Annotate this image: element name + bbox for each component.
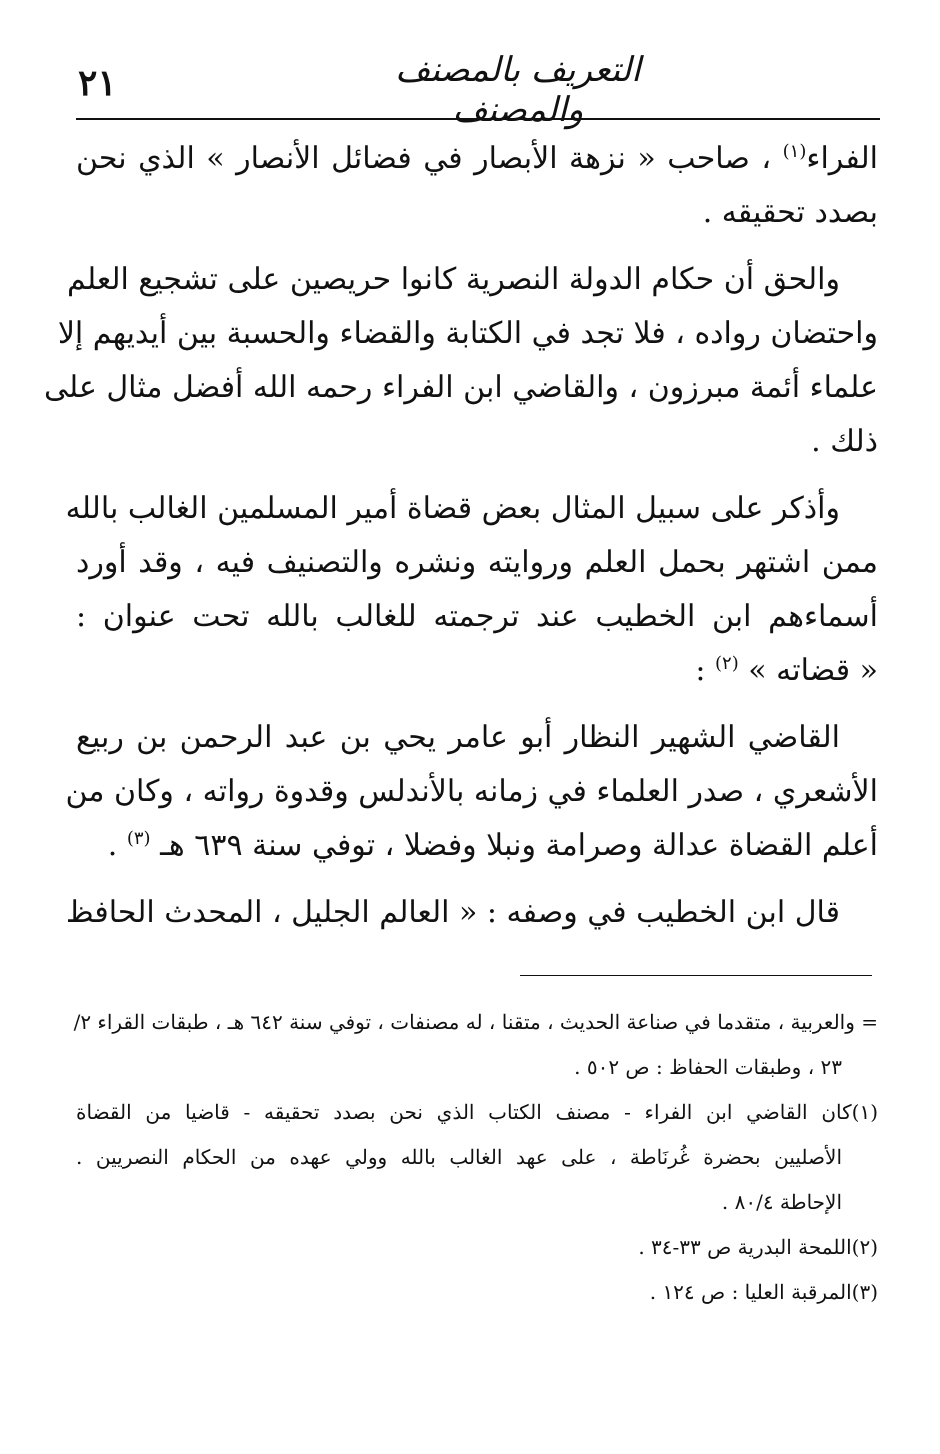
paragraph-3 — [65, 482, 879, 698]
text-line: ذلك . — [811, 424, 878, 459]
footnote-ref-1[interactable]: (١) — [782, 141, 807, 162]
footnote-line: الأصليين بحضرة غُرنَاطة ، على عهد الغالب بالله وولي عهده من الحكام النصريين . — [76, 1145, 842, 1169]
text-line: الفراء$^{(١)}$ ، صاحب « نزهة الأبصار في فضائل الأنصار » الذي نحن — [76, 141, 878, 176]
text-line: القاضي الشهير النظار أبو عامر يحي بن عبد الرحمن بن ربيع — [76, 720, 840, 755]
page-number: ٢١ — [78, 62, 117, 104]
text-line: وأذكر على سبيل المثال بعض قضاة أمير المسلمين الغالب بالله — [65, 491, 840, 526]
footnote-line: الإحاطة ٨٠/٤ . — [721, 1190, 842, 1214]
footnote-ref-3[interactable]: (٣) — [126, 828, 151, 849]
paragraph-2 — [44, 253, 878, 469]
text-line: أسماءهم ابن الخطيب عند ترجمته للغالب بالله تحت عنوان : — [76, 599, 879, 634]
paragraph-4 — [65, 711, 878, 873]
text-line: ممن اشتهر بحمل العلم وروايته ونشره والتصنيف فيه ، وقد أورد — [76, 545, 878, 580]
text-line: قال ابن الخطيب في وصفه : « العالم الجليل ، المحدث الحافظ — [65, 895, 840, 930]
footnote-ref-2[interactable]: (٢) — [715, 653, 739, 674]
footnote-3 — [76, 1270, 878, 1315]
paragraph-1 — [76, 132, 878, 240]
text-line: واحتضان رواده ، فلا تجد في الكتابة والقضاء والحسبة بين أيديهم إلا — [57, 316, 878, 351]
footnote-line: = والعربية ، متقدما في صناعة الحديث ، متقنا ، له مصنفات ، توفي سنة ٦٤٢ هـ ، طبقات القراء ٢/ — [73, 1010, 878, 1034]
running-title: التعريف بالمصنف والمصنف — [395, 50, 641, 130]
footnote-line: (٢)اللمحة البدرية ص ٣٣-٣٤ . — [638, 1235, 878, 1259]
footnote-line: (١)كان القاضي ابن الفراء - مصنف الكتاب الذي نحن بصدد تحقيقه - قاضيا من القضاة — [76, 1100, 878, 1124]
text-line: بصدد تحقيقه . — [702, 195, 878, 230]
page-header — [78, 48, 878, 130]
text-line: أعلم القضاة عدالة وصرامة ونبلا وفضلا ، توفي سنة ٦٣٩ هـ $^{(٣)}$ . — [107, 828, 878, 863]
paragraph-5 — [65, 886, 878, 940]
footnote-continuation — [73, 1000, 878, 1090]
text-line: علماء أئمة مبرزون ، والقاضي ابن الفراء رحمه الله أفضل مثال على — [44, 370, 878, 405]
text-line: الأشعري ، صدر العلماء في زمانه بالأندلس وقدوة رواته ، وكان من — [65, 774, 878, 809]
footnote-1 — [76, 1090, 878, 1225]
footnote-line: ٢٣ ، وطبقات الحفاظ : ص ٥٠٢ . — [574, 1055, 842, 1079]
main-text — [44, 132, 879, 953]
text-line: « قضاته » $^{(٢)}$ : — [695, 653, 878, 688]
footnotes — [73, 1000, 878, 1315]
footnote-2 — [76, 1225, 878, 1270]
header-rule — [76, 118, 880, 120]
text-line: والحق أن حكام الدولة النصرية كانوا حريصين على تشجيع العلم — [67, 262, 840, 297]
footnote-separator — [520, 975, 872, 976]
footnote-line: (٣)المرقبة العليا : ص ١٢٤ . — [649, 1280, 878, 1304]
